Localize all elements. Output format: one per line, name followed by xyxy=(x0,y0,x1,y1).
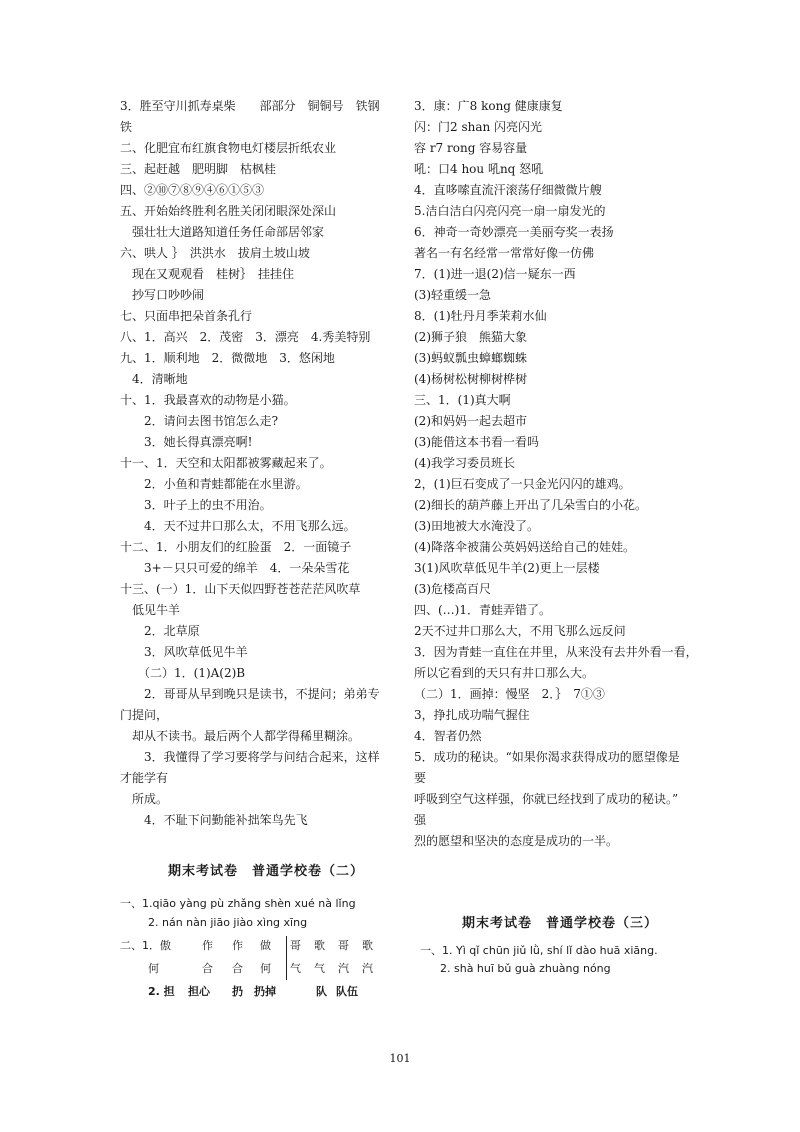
answer-line: 3，挣扎成功喘气握住 xyxy=(414,708,530,722)
answer-line: (3)危楼高百尺 xyxy=(414,582,491,596)
answer-line: 4．不耻下问勤能补拙笨鸟先飞 xyxy=(120,813,308,827)
answer-line: 所成。 xyxy=(120,792,169,806)
grid-cell: 做 xyxy=(260,939,271,952)
answer-line: 三、起赶越 肥明脚 枯枫桂 xyxy=(120,162,277,176)
answer-line: （二）1．(1)A(2)B xyxy=(120,666,246,680)
answer-line: 所以它看到的天只有井口那么大。 xyxy=(414,666,595,680)
answer-line: (3)轻重缓一急 xyxy=(414,288,491,302)
page-number: 101 xyxy=(389,1052,411,1065)
answer-line: (3)蚂蚁瓢虫蟑螂蜘蛛 xyxy=(414,351,527,365)
grid-cell: 哥 xyxy=(338,939,349,952)
section-two-pinyin-2: 2. nán nàn jiāo jiào xìng xīng xyxy=(148,916,308,929)
answer-line: 2天不过井口那么大，不用飞那么远反问 xyxy=(414,624,626,638)
character-grid xyxy=(120,934,380,1003)
answer-line: （二）1．画掉：慢坚 2．｝ 7①③ xyxy=(414,687,605,701)
answer-line: (2)细长的葫芦藤上开出了几朵雪白的小花。 xyxy=(414,498,647,512)
answer-line: 十二、1．小朋友们的红脸蛋 2．一面镜子 xyxy=(120,540,352,554)
answer-line: 著名一有名经常一常常好像一仿佛 xyxy=(414,246,595,260)
answer-line: 十一、1．天空和太阳都被雾藏起来了。 xyxy=(120,456,332,470)
answer-line: 4．清晰地 xyxy=(120,372,188,386)
grid-cell: 作 xyxy=(232,939,243,952)
grid-cell: 扔掉 xyxy=(254,985,276,998)
answer-line: (3)能借这本书看一看吗 xyxy=(414,435,539,449)
left-answer-column xyxy=(120,96,395,831)
answer-line: 四、②⑩⑦⑧⑨④⑥①⑤③ xyxy=(120,183,265,197)
grid-cell: 合 xyxy=(232,962,243,975)
answer-line: 8．(1)牡丹月季茉莉水仙 xyxy=(414,309,547,323)
answer-line: 2．请问去图书馆怎么走? xyxy=(120,414,279,428)
grid-cell: 扔 xyxy=(232,985,243,998)
answer-line: 3．康：广8 kong 健康康复 xyxy=(414,99,563,113)
answer-line: 烈的愿望和坚决的态度是成功的一半。 xyxy=(414,834,619,848)
answer-line: 二、化肥宜布红旗食物电灯楼层折纸农业 xyxy=(120,141,337,155)
answer-line: 5.洁白洁白闪亮闪亮一扇一扇发光的 xyxy=(414,204,606,218)
grid-divider xyxy=(286,936,287,980)
answer-line: 4．直哆嗦直流汗滚荡仔细微微片艘 xyxy=(414,183,602,197)
grid-cell: 担心 xyxy=(188,985,210,998)
answer-line: 2．小鱼和青蛙都能在水里游。 xyxy=(120,477,308,491)
answer-line: 4．智者仍然 xyxy=(414,729,482,743)
answer-line: (3)田地被大水淹没了。 xyxy=(414,519,539,533)
answer-line: 3(1)风吹草低见牛羊(2)更上一层楼 xyxy=(414,561,600,575)
answer-line: 3+－只只可爱的绵羊 4．一朵朵雪花 xyxy=(120,561,350,575)
answer-line: 2，(1)巨石变成了一只金光闪闪的雄鸡。 xyxy=(414,477,631,491)
answer-line: (4)降落伞被蒲公英妈妈送给自己的娃娃。 xyxy=(414,540,635,554)
grid-cell: 队 xyxy=(316,985,327,998)
answer-line: 4．天不过井口那么太，不用飞那么远。 xyxy=(120,519,356,533)
right-answer-column xyxy=(414,96,698,852)
answer-line: 四、(…)1．青蛙弄错了。 xyxy=(414,603,551,617)
grid-cell: 2. 担 xyxy=(148,985,175,998)
answer-line: 2．哥哥从早到晚只是读书，不提问；弟弟专 xyxy=(120,687,380,701)
grid-row xyxy=(120,934,380,957)
grid-cell: 二、1．傲 xyxy=(120,939,171,952)
answer-line: 容 r7 rong 容易容量 xyxy=(414,141,528,155)
answer-line: 六、哄人 ｝ 洪洪水 拔肩土坡山坡 xyxy=(120,246,310,260)
answer-line: 九、1．顺利地 2．微微地 3．悠闲地 xyxy=(120,351,335,365)
section-two-title: 期末考试卷 普通学校卷（二） xyxy=(168,864,365,879)
grid-cell: 何 xyxy=(260,962,271,975)
answer-line: 吼：口4 hou 吼nq 怒吼 xyxy=(414,162,544,176)
answer-line: 6．神奇一奇妙漂亮一美丽夸奖一表扬 xyxy=(414,225,614,239)
answer-line: 现在又观观看 桂树｝ 挂挂住 xyxy=(120,267,295,281)
answer-line: 却从不读书。最后两个人都学得稀里糊涂。 xyxy=(120,729,361,743)
answer-line: (4)杨树松树柳树桦树 xyxy=(414,372,527,386)
answer-line: 十、1．我最喜欢的动物是小猫。 xyxy=(120,393,296,407)
answer-line: 要 xyxy=(414,771,427,785)
section-three-pinyin-2: 2. shà huī bǔ guà zhuàng nóng xyxy=(440,962,611,975)
section-two-pinyin-1: 一、1.qiāo yàng pù zhǎng shèn xué nà lǐng xyxy=(120,897,356,910)
answer-line: 3．她长得真漂亮啊! xyxy=(120,435,253,449)
answer-line: (4)我学习委员班长 xyxy=(414,456,515,470)
answer-line: 5．成功的秘诀。“如果你渴求获得成功的愿望像是 xyxy=(414,750,680,764)
answer-line: 7．(1)进一退(2)信一疑东一西 xyxy=(414,267,576,281)
answer-line: 三、1．(1)真大啊 xyxy=(414,393,511,407)
answer-line: (2)和妈妈一起去超市 xyxy=(414,414,527,428)
answer-line: 3．因为青蛙一直住在井里，从来没有去井外看一看， xyxy=(414,645,698,659)
answer-line: 七、只面串把朵首条孔行 xyxy=(120,309,253,323)
answer-line: 强 xyxy=(414,813,427,827)
grid-row xyxy=(120,980,380,1003)
grid-cell: 作 xyxy=(202,939,213,952)
answer-line: 呼吸到空气这样强，你就已经找到了成功的秘诀。” xyxy=(414,792,679,806)
section-three-title: 期末考试卷 普通学校卷（三） xyxy=(462,916,659,931)
grid-cell: 何 xyxy=(148,962,159,975)
answer-line: 低见牛羊 xyxy=(120,603,181,617)
grid-cell: 合 xyxy=(202,962,213,975)
grid-cell: 气 xyxy=(290,962,301,975)
grid-cell: 哥 xyxy=(290,939,301,952)
grid-cell: 汽 xyxy=(362,962,373,975)
answer-line: 2．北草原 xyxy=(120,624,200,638)
answer-line: 强壮壮大道路知道任务任命部居邻家 xyxy=(120,225,325,239)
answer-line: 3．我懂得了学习要将学与问结合起来，这样 xyxy=(120,750,380,764)
grid-cell: 队伍 xyxy=(336,985,358,998)
grid-row xyxy=(120,957,380,980)
section-three-pinyin-1: 一、1. Yì qǐ chūn jiǔ lǜ, shí lǐ dào huā xiāng. xyxy=(420,944,658,957)
answer-line: 闪：门2 shan 闪亮闪光 xyxy=(414,120,543,134)
answer-line: 五、开始始终胜利名胜关闭闭眼深处深山 xyxy=(120,204,337,218)
grid-cell: 歌 xyxy=(314,939,325,952)
answer-line: 十三、(一）1．山下天似四野苍苍茫茫风吹草 xyxy=(120,582,361,596)
grid-cell: 汽 xyxy=(338,962,349,975)
answer-line: 3．胜至守川抓寿桌柴 部部分 铜铜号 铁钢 xyxy=(120,99,380,113)
answer-line: 才能学有 xyxy=(120,771,169,785)
answer-line: (2)狮子狼 熊猫大象 xyxy=(414,330,527,344)
answer-line: 3．风吹草低见牛羊 xyxy=(120,645,248,659)
answer-line: 门提问， xyxy=(120,708,169,722)
grid-cell: 歌 xyxy=(362,939,373,952)
answer-line: 抄写口吵吵闹 xyxy=(120,288,205,302)
answer-line: 3．叶子上的虫不用治。 xyxy=(120,498,272,512)
grid-cell: 气 xyxy=(314,962,325,975)
answer-line: 铁 xyxy=(120,120,133,134)
answer-line: 八、1．高兴 2．茂密 3．漂亮 4.秀美特别 xyxy=(120,330,371,344)
